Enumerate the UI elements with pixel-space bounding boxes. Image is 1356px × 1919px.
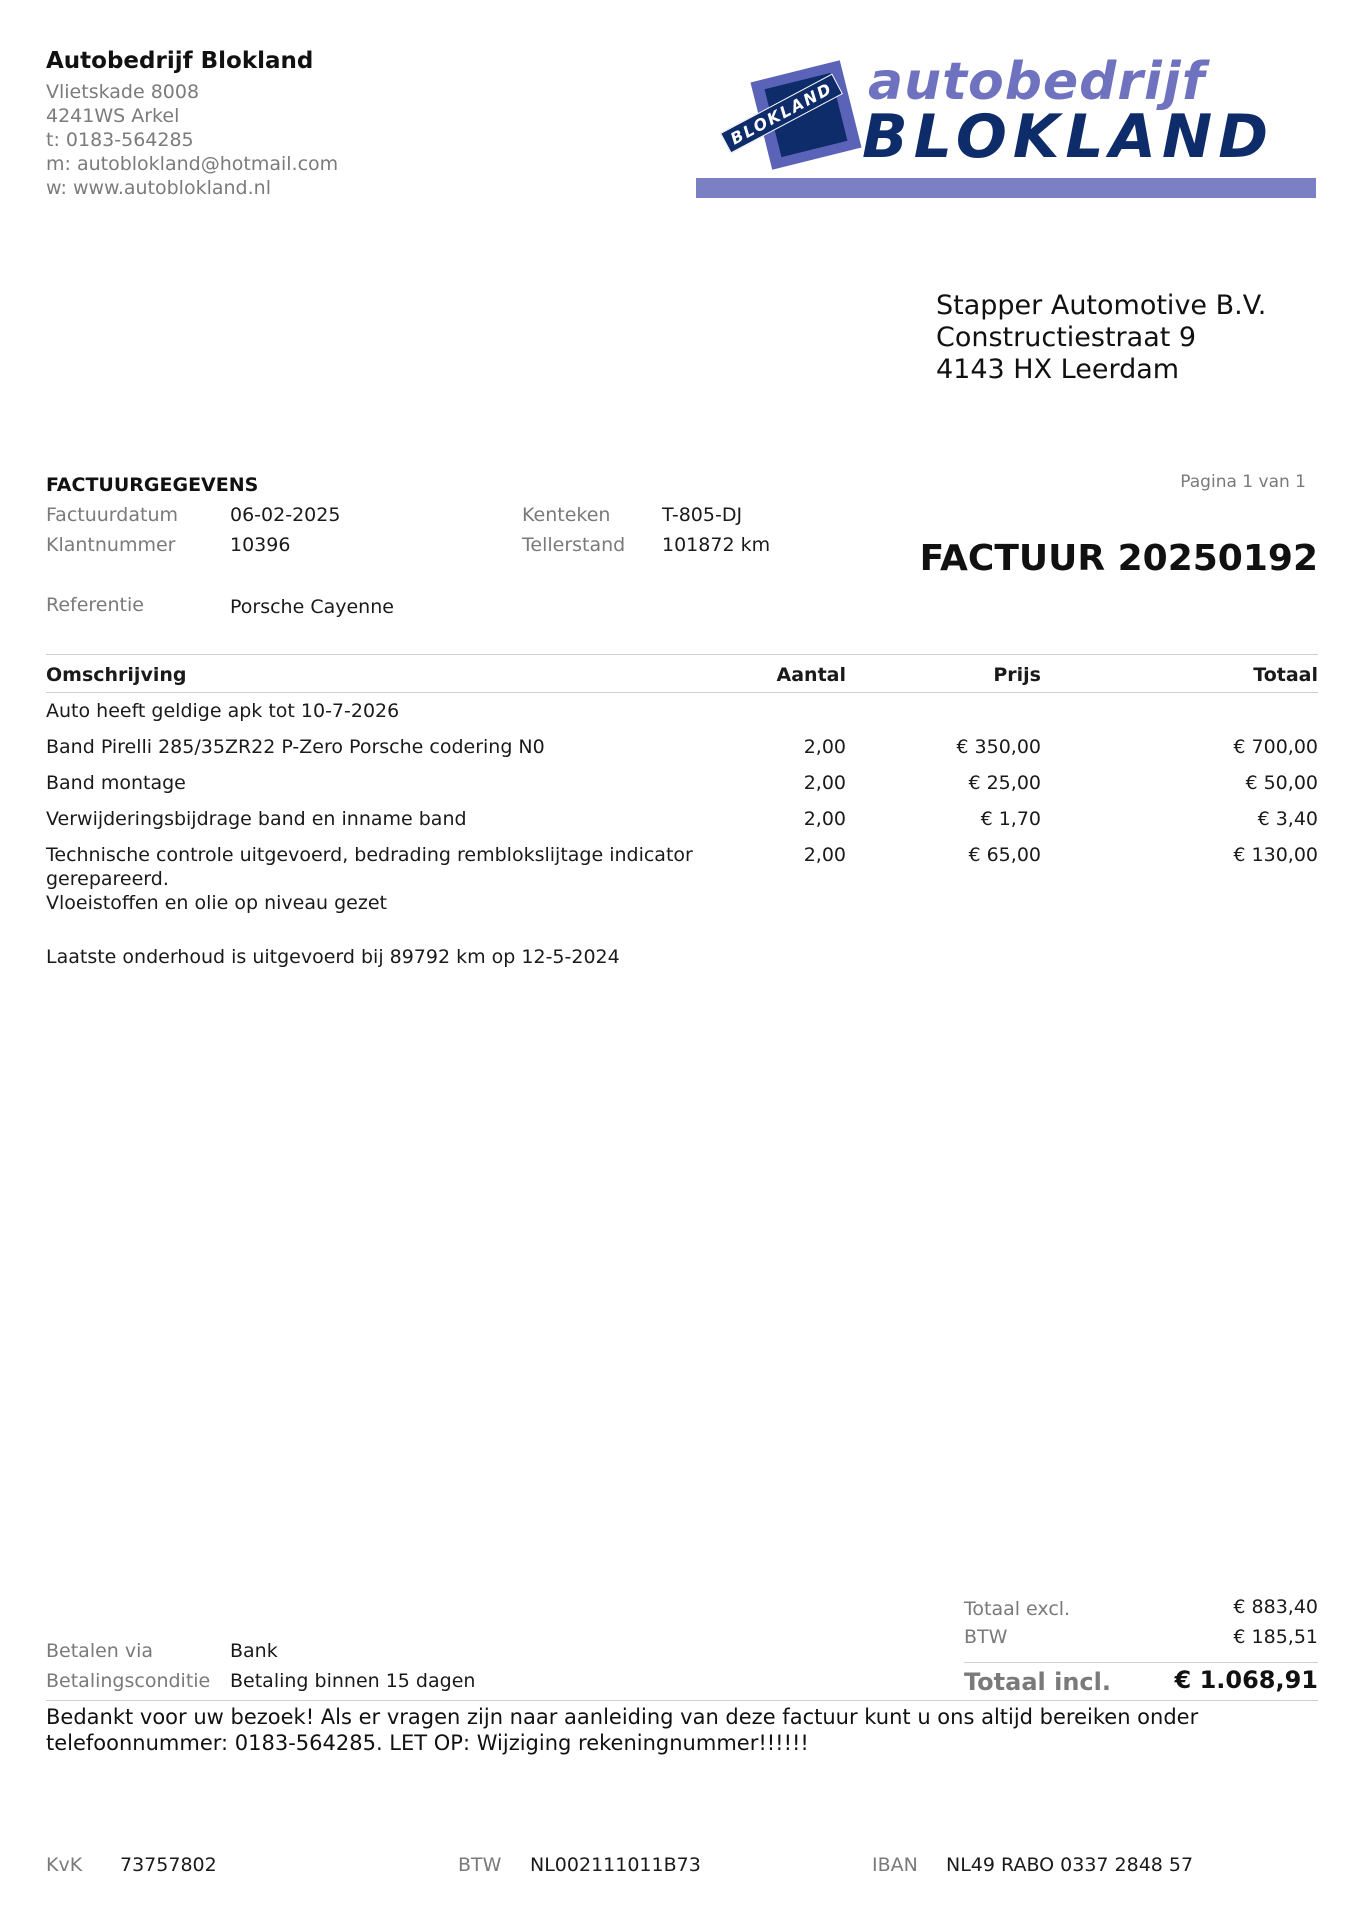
thank-you-message: Bedankt voor uw bezoek! Als er vragen zijn naar aanleiding van deze factuur kunt u ons altijd bereiken onder telefoonnummer: 0183-564285. LET OP: Wijziging rekeningnummer!!!!!! — [46, 1705, 1199, 1755]
invoice-date: 06-02-2025 — [230, 504, 341, 526]
maintenance-note: Laatste onderhoud is uitgevoerd bij 89792 km op 12-5-2024 — [46, 946, 620, 968]
header-price: Prijs — [993, 664, 1041, 686]
payment-condition: Betaling binnen 15 dagen — [230, 1670, 476, 1692]
row-price: € 25,00 — [968, 772, 1041, 794]
row-total: € 130,00 — [1233, 844, 1318, 866]
header-description: Omschrijving — [46, 664, 187, 686]
header-total: Totaal — [1253, 664, 1318, 686]
row-description: Band montage — [46, 772, 186, 794]
row-description-cell — [46, 837, 736, 921]
customer-number-label: Klantnummer — [46, 534, 176, 556]
reference: Porsche Cayenne — [230, 596, 394, 618]
table-row — [46, 765, 1318, 801]
vat-label: BTW — [964, 1626, 1008, 1648]
row-description: Band Pirelli 285/35ZR22 P-Zero Porsche codering N0 — [46, 736, 545, 758]
table-header-row — [46, 656, 1318, 692]
sender-address — [46, 80, 338, 200]
row-price: € 65,00 — [968, 844, 1041, 866]
recipient-name: Stapper Automotive B.V. — [936, 290, 1267, 321]
row-quantity: 2,00 — [803, 808, 846, 830]
odometer: 101872 km — [662, 534, 771, 556]
sender-phone: t: 0183-564285 — [46, 129, 194, 151]
vat-number: NL002111011B73 — [530, 1854, 701, 1876]
row-quantity: 2,00 — [803, 736, 846, 758]
reference-label: Referentie — [46, 594, 144, 616]
row-price: € 1,70 — [980, 808, 1041, 830]
recipient-postal-city: 4143 HX Leerdam — [936, 354, 1180, 385]
table-row — [46, 693, 1318, 729]
payment-condition-label: Betalingsconditie — [46, 1670, 211, 1692]
vat-amount: € 185,51 — [1233, 1626, 1318, 1648]
sender-postal-city: 4241WS Arkel — [46, 105, 180, 127]
sender-website: w: www.autoblokland.nl — [46, 177, 271, 199]
kvk-number: 73757802 — [120, 1854, 217, 1876]
header-quantity: Aantal — [776, 664, 846, 686]
total-incl: € 1.068,91 — [1174, 1666, 1318, 1694]
table-row — [46, 837, 1318, 921]
row-total: € 50,00 — [1245, 772, 1318, 794]
row-quantity — [736, 693, 846, 729]
vat-number-label: BTW — [458, 1854, 502, 1876]
sender-email: m: autoblokland@hotmail.com — [46, 153, 339, 175]
row-quantity: 2,00 — [803, 844, 846, 866]
plate: T-805-DJ — [662, 504, 743, 526]
total-excl: € 883,40 — [1233, 1596, 1318, 1618]
row-description-extra: Vloeistoffen en olie op niveau gezet — [46, 892, 387, 914]
odometer-label: Tellerstand — [522, 534, 626, 556]
recipient-street: Constructiestraat 9 — [936, 322, 1197, 353]
recipient-address — [936, 290, 1266, 386]
payment-method: Bank — [230, 1640, 278, 1662]
payment-method-label: Betalen via — [46, 1640, 154, 1662]
section-title: FACTUURGEGEVENS — [46, 474, 259, 496]
row-total: € 3,40 — [1257, 808, 1318, 830]
table-row — [46, 729, 1318, 765]
plate-label: Kenteken — [522, 504, 611, 526]
table-row — [46, 801, 1318, 837]
iban: NL49 RABO 0337 2848 57 — [946, 1854, 1194, 1876]
invoice-title: FACTUUR 20250192 — [919, 538, 1318, 579]
total-excl-label: Totaal excl. — [964, 1598, 1071, 1620]
thanks-rule — [46, 1700, 1318, 1701]
totals-rule — [964, 1662, 1318, 1663]
row-description: Verwijderingsbijdrage band en inname band — [46, 808, 467, 830]
row-price: € 350,00 — [956, 736, 1041, 758]
table-top-rule — [46, 654, 1318, 655]
row-total — [1041, 693, 1318, 729]
row-total: € 700,00 — [1233, 736, 1318, 758]
row-price — [846, 693, 1041, 729]
invoice-date-label: Factuurdatum — [46, 504, 178, 526]
sender-street: Vlietskade 8008 — [46, 81, 200, 103]
customer-number: 10396 — [230, 534, 291, 556]
logo-wordmark-bottom: BLOKLAND — [862, 102, 1275, 172]
page-number: Pagina 1 van 1 — [1180, 472, 1306, 492]
sender-name: Autobedrijf Blokland — [46, 48, 314, 74]
logo-wordmark-top: autobedrijf — [868, 52, 1206, 112]
row-description: Technische controle uitgevoerd, bedrading remblokslijtage indicator gerepareerd. — [46, 844, 693, 890]
logo-tag: BLOKLAND — [720, 74, 843, 154]
kvk-label: KvK — [46, 1854, 83, 1876]
iban-label: IBAN — [872, 1854, 918, 1876]
row-quantity: 2,00 — [803, 772, 846, 794]
row-description: Auto heeft geldige apk tot 10-7-2026 — [46, 700, 400, 722]
total-incl-label: Totaal incl. — [964, 1668, 1111, 1696]
items-table — [46, 656, 1318, 921]
logo-underline-bar — [696, 178, 1316, 198]
